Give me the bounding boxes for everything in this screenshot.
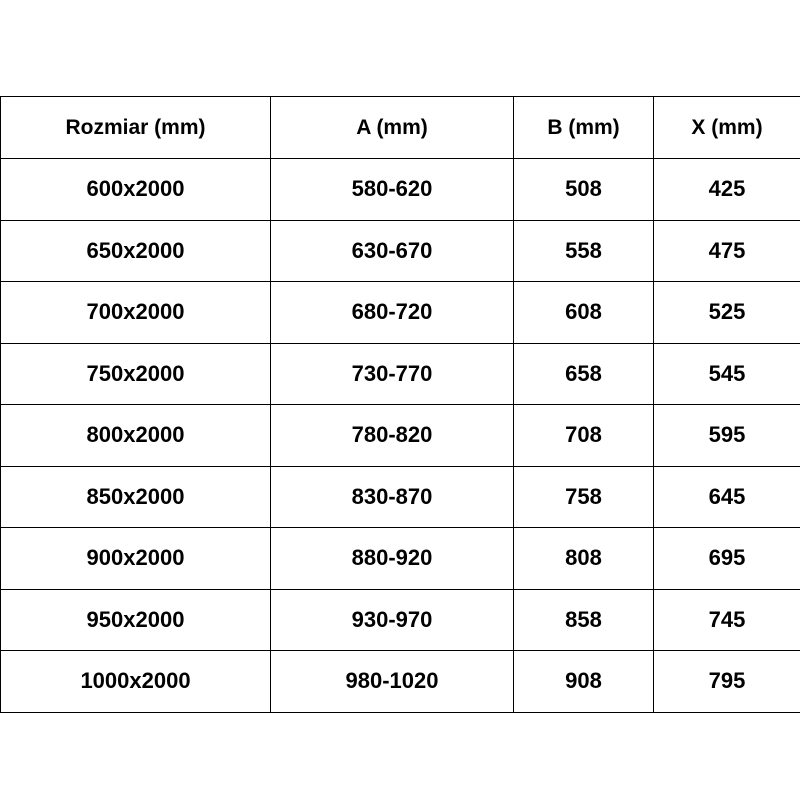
cell-x: 425 (654, 159, 800, 221)
cell-a: 830-870 (271, 466, 514, 528)
column-header-x: X (mm) (654, 97, 800, 159)
cell-x: 695 (654, 528, 800, 590)
cell-size: 850x2000 (1, 466, 271, 528)
cell-b: 908 (514, 651, 654, 713)
cell-x: 475 (654, 220, 800, 282)
table-row (1, 343, 800, 405)
cell-a: 880-920 (271, 528, 514, 590)
table-row (1, 282, 800, 344)
cell-b: 808 (514, 528, 654, 590)
cell-b: 858 (514, 589, 654, 651)
table-row (1, 405, 800, 467)
cell-size: 800x2000 (1, 405, 271, 467)
cell-size: 750x2000 (1, 343, 271, 405)
cell-b: 758 (514, 466, 654, 528)
dimensions-table (0, 96, 800, 713)
table-header (1, 97, 800, 159)
table-row (1, 528, 800, 590)
cell-b: 708 (514, 405, 654, 467)
cell-size: 950x2000 (1, 589, 271, 651)
cell-a: 730-770 (271, 343, 514, 405)
table-row (1, 220, 800, 282)
column-header-a: A (mm) (271, 97, 514, 159)
cell-a: 780-820 (271, 405, 514, 467)
table-header-row (1, 97, 800, 159)
cell-size: 900x2000 (1, 528, 271, 590)
cell-x: 595 (654, 405, 800, 467)
cell-b: 658 (514, 343, 654, 405)
cell-size: 700x2000 (1, 282, 271, 344)
cell-size: 600x2000 (1, 159, 271, 221)
table-row (1, 589, 800, 651)
cell-x: 545 (654, 343, 800, 405)
cell-x: 525 (654, 282, 800, 344)
cell-b: 608 (514, 282, 654, 344)
cell-x: 795 (654, 651, 800, 713)
cell-a: 580-620 (271, 159, 514, 221)
table-body (1, 159, 800, 713)
column-header-b: B (mm) (514, 97, 654, 159)
cell-a: 980-1020 (271, 651, 514, 713)
cell-x: 645 (654, 466, 800, 528)
cell-b: 558 (514, 220, 654, 282)
cell-b: 508 (514, 159, 654, 221)
cell-a: 630-670 (271, 220, 514, 282)
table-row (1, 651, 800, 713)
cell-size: 650x2000 (1, 220, 271, 282)
column-header-size: Rozmiar (mm) (1, 97, 271, 159)
cell-a: 930-970 (271, 589, 514, 651)
table-row (1, 466, 800, 528)
table-row (1, 159, 800, 221)
cell-a: 680-720 (271, 282, 514, 344)
cell-x: 745 (654, 589, 800, 651)
cell-size: 1000x2000 (1, 651, 271, 713)
